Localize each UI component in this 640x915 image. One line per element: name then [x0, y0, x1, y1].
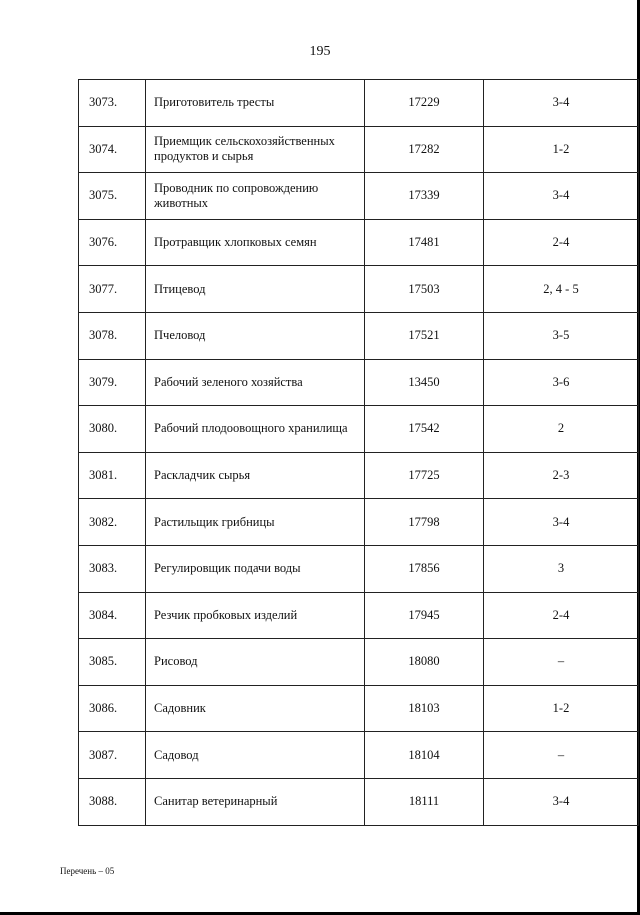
grade-range: –: [484, 732, 639, 779]
profession-code: 17521: [365, 312, 484, 359]
grade-range: 2-4: [484, 219, 639, 266]
profession-code: 17229: [365, 80, 484, 127]
table-row: [79, 545, 639, 592]
table-row: [79, 266, 639, 313]
grade-range: 2, 4 - 5: [484, 266, 639, 313]
profession-code: 17798: [365, 499, 484, 546]
profession-name: Протравщик хлопковых семян: [146, 219, 365, 266]
table-row: [79, 499, 639, 546]
profession-code: 13450: [365, 359, 484, 406]
page-number: 195: [309, 44, 331, 59]
grade-range: 3-4: [484, 778, 639, 825]
page-footer: Перечень – 05: [60, 866, 115, 876]
profession-code: 17503: [365, 266, 484, 313]
table-row: [79, 685, 639, 732]
grade-range: 3: [484, 545, 639, 592]
grade-range: 3-4: [484, 80, 639, 127]
table-body: [79, 80, 639, 826]
profession-name: Рабочий зеленого хозяйства: [146, 359, 365, 406]
row-number: 3085.: [79, 639, 146, 686]
profession-name: Пчеловод: [146, 312, 365, 359]
table-row: [79, 312, 639, 359]
profession-code: 17856: [365, 545, 484, 592]
table-row: [79, 126, 639, 173]
profession-code: 18111: [365, 778, 484, 825]
profession-name: Проводник по сопровождению животных: [146, 173, 365, 220]
grade-range: 3-4: [484, 499, 639, 546]
row-number: 3082.: [79, 499, 146, 546]
row-number: 3074.: [79, 126, 146, 173]
grade-range: 1-2: [484, 685, 639, 732]
profession-table: [78, 79, 639, 826]
table-row: [79, 732, 639, 779]
row-number: 3079.: [79, 359, 146, 406]
profession-code: 18104: [365, 732, 484, 779]
profession-name: Рабочий плодоовощного хранилища: [146, 406, 365, 453]
table-row: [79, 639, 639, 686]
table-row: [79, 219, 639, 266]
row-number: 3076.: [79, 219, 146, 266]
profession-name: Приемщик сельскохозяйственных продуктов и сырья: [146, 126, 365, 173]
row-number: 3075.: [79, 173, 146, 220]
grade-range: 3-4: [484, 173, 639, 220]
table-row: [79, 359, 639, 406]
profession-code: 17945: [365, 592, 484, 639]
profession-name: Садовод: [146, 732, 365, 779]
row-number: 3087.: [79, 732, 146, 779]
table-row: [79, 406, 639, 453]
table-row: [79, 778, 639, 825]
profession-name: Санитар ветеринарный: [146, 778, 365, 825]
row-number: 3077.: [79, 266, 146, 313]
table-row: [79, 173, 639, 220]
table-row: [79, 452, 639, 499]
profession-code: 17481: [365, 219, 484, 266]
grade-range: –: [484, 639, 639, 686]
profession-name: Птицевод: [146, 266, 365, 313]
profession-name: Приготовитель тресты: [146, 80, 365, 127]
table-row: [79, 80, 639, 127]
profession-name: Резчик пробковых изделий: [146, 592, 365, 639]
grade-range: 2: [484, 406, 639, 453]
row-number: 3080.: [79, 406, 146, 453]
row-number: 3084.: [79, 592, 146, 639]
row-number: 3078.: [79, 312, 146, 359]
profession-name: Рисовод: [146, 639, 365, 686]
profession-code: 17542: [365, 406, 484, 453]
profession-code: 17339: [365, 173, 484, 220]
row-number: 3088.: [79, 778, 146, 825]
profession-name: Садовник: [146, 685, 365, 732]
grade-range: 2-4: [484, 592, 639, 639]
grade-range: 2-3: [484, 452, 639, 499]
row-number: 3083.: [79, 545, 146, 592]
grade-range: 3-6: [484, 359, 639, 406]
profession-code: 18080: [365, 639, 484, 686]
profession-code: 17282: [365, 126, 484, 173]
profession-name: Раскладчик сырья: [146, 452, 365, 499]
row-number: 3081.: [79, 452, 146, 499]
row-number: 3073.: [79, 80, 146, 127]
row-number: 3086.: [79, 685, 146, 732]
profession-name: Регулировщик подачи воды: [146, 545, 365, 592]
grade-range: 3-5: [484, 312, 639, 359]
profession-code: 18103: [365, 685, 484, 732]
table-row: [79, 592, 639, 639]
profession-code: 17725: [365, 452, 484, 499]
profession-name: Растильщик грибницы: [146, 499, 365, 546]
grade-range: 1-2: [484, 126, 639, 173]
